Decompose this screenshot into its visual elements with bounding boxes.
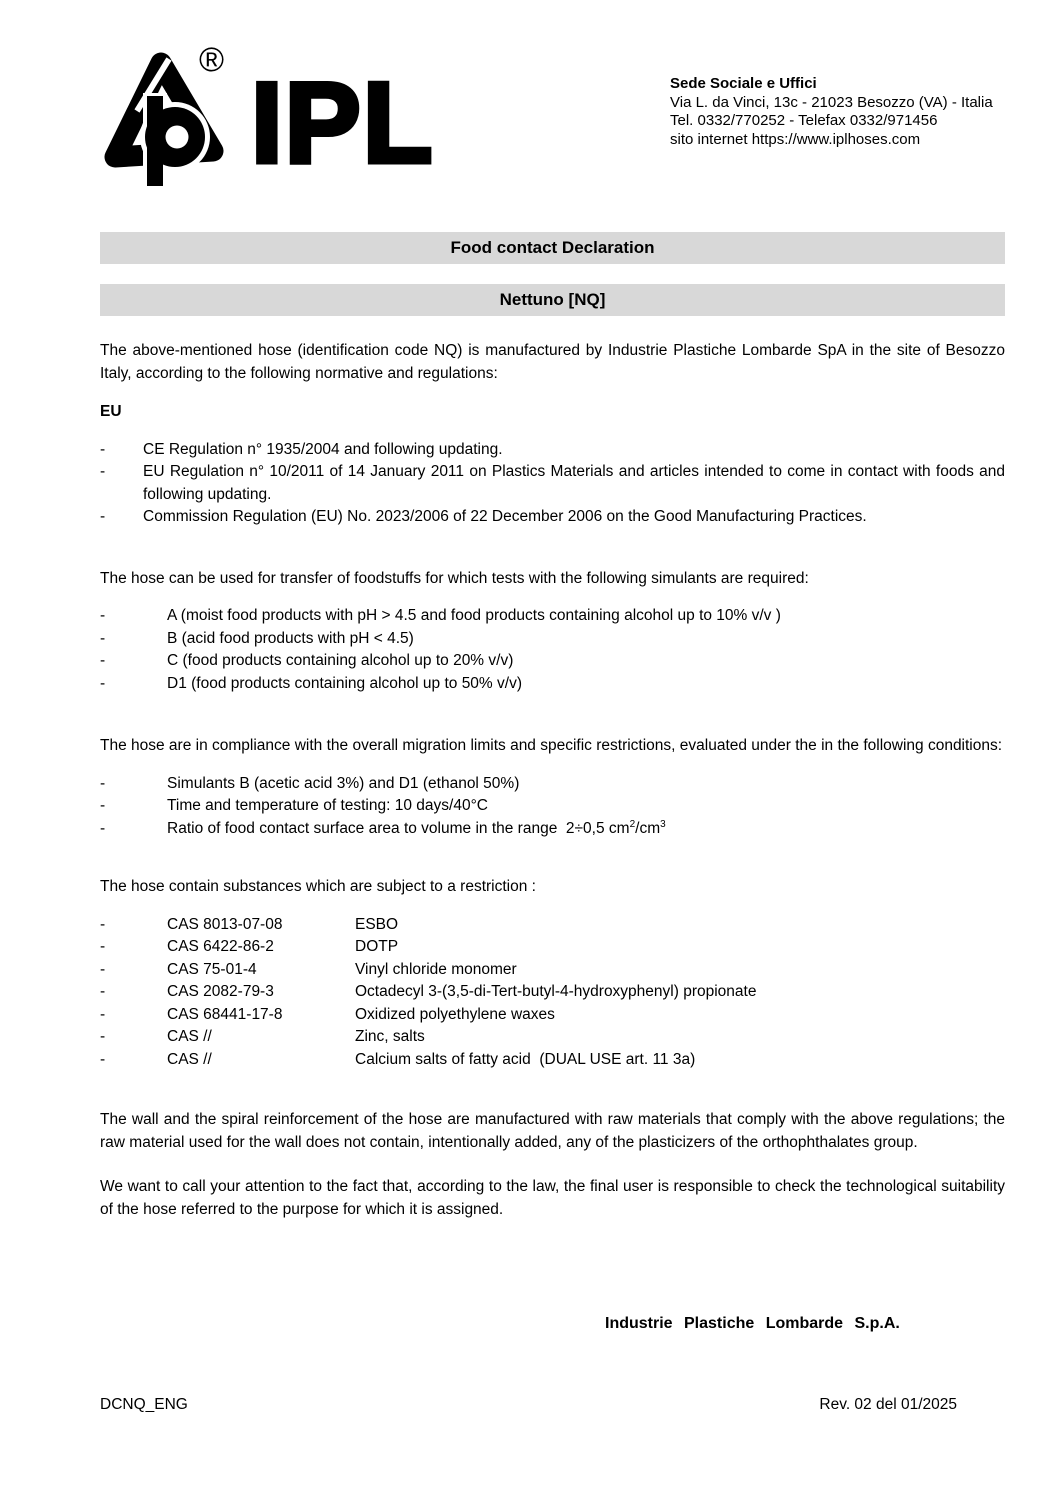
bullet-dash: - (100, 797, 106, 814)
document-footer (100, 1396, 1005, 1414)
substance-name: ESBO (355, 915, 399, 933)
intro-paragraph: The above-mentioned hose (identification code NQ) is manufactured by Industrie Plastiche Lombarde SpA in the site of Besozzo Italy, according to the following normative and regulations: (100, 342, 1005, 382)
document-title: Food contact Declaration (450, 238, 655, 257)
document-title-bar (100, 232, 1005, 264)
bullet-dash: - (100, 607, 106, 624)
bullet-dash: - (100, 1028, 106, 1045)
bullet-dash: - (100, 463, 106, 480)
cas-row (100, 981, 1005, 1004)
bullet-dash: - (100, 1050, 106, 1068)
list-item: - EU Regulation n° 10/2011 of 14 January 2011 on Plastics Materials and articles intended to come in contact with foods and following updating. (100, 463, 1005, 503)
list-item: - B (acid food products with pH < 4.5) (100, 628, 1005, 651)
address-phone: Tel. 0332/770252 - Telefax 0332/971456 (670, 112, 938, 129)
address-street: Via L. da Vinci, 13c - 21023 Besozzo (VA) - Italia (670, 93, 993, 111)
cas-number: CAS 75-01-4 (167, 960, 257, 978)
cas-row (100, 914, 1005, 937)
list-item: - CE Regulation n° 1935/2004 and following updating. (100, 439, 1005, 462)
list-item: - Commission Regulation (EU) No. 2023/2006 of 22 December 2006 on the Good Manufacturing Practices. (100, 506, 1005, 529)
cas-number: CAS // (167, 1028, 212, 1045)
cas-number: CAS 6422-86-2 (167, 938, 274, 955)
bullet-dash: - (100, 652, 106, 669)
list-item: - Ratio of food contact surface area to volume in the range 2÷0,5 $cm^2/cm^3$ (100, 818, 1005, 841)
substance-name: Vinyl chloride monomer (355, 960, 517, 978)
address-title: Sede Sociale e Uffici (670, 75, 817, 92)
bullet-dash: - (100, 915, 106, 933)
superscript: 3 (660, 818, 666, 830)
bullet-dash: - (100, 983, 106, 1000)
company-signature: Industrie Plastiche Lombarde S.p.A. (605, 1315, 900, 1332)
cas-row (100, 1049, 1005, 1072)
compliance-intro: The hose are in compliance with the overall migration limits and specific restrictions, evaluated under the in the following conditions: (100, 737, 1003, 754)
registered-trademark-icon: ® (199, 41, 225, 79)
cas-substances-list (100, 914, 1005, 1072)
revision-label: Rev. 02 del 01/2025 (819, 1396, 957, 1413)
cas-number: CAS // (167, 1050, 212, 1068)
substance-name: Oxidized polyethylene waxes (355, 1005, 555, 1023)
simulants-list (100, 605, 1005, 695)
eu-section-label: EU (100, 403, 122, 420)
list-item: - A (moist food products with pH > 4.5 and food products containing alcohol up to 10% v/v ) (100, 605, 1005, 628)
cas-number: CAS 2082-79-3 (167, 983, 274, 1000)
closing-paragraph-2: We want to call your attention to the fact that, according to the law, the final user is responsible to check the technological suitability of the hose referred to the purpose for which it is assigned. (100, 1178, 1005, 1218)
list-item: - Simulants B (acetic acid 3%) and D1 (ethanol 50%) (100, 773, 1005, 796)
product-title-bar (100, 284, 1005, 316)
substance-name: Octadecyl 3-(3,5-di-Tert-butyl-4-hydroxyphenyl) propionate (355, 983, 757, 1000)
substance-name: Zinc, salts (355, 1028, 425, 1045)
cas-row (100, 936, 1005, 959)
bullet-dash: - (100, 508, 106, 525)
cas-number: CAS 68441-17-8 (167, 1005, 283, 1023)
document-header (100, 41, 1005, 193)
restrictions-intro: The hose contain substances which are subject to a restriction : (100, 878, 536, 895)
bullet-dash: - (100, 938, 106, 955)
superscript: 2 (629, 818, 636, 830)
ratio-text: Ratio of food contact surface area to volume in the range 2÷0,5 cm (167, 819, 630, 837)
document-code: DCNQ_ENG (100, 1396, 188, 1413)
cas-row (100, 1026, 1005, 1049)
document-body (100, 340, 1005, 1336)
cas-row (100, 959, 1005, 982)
list-item: - C (food products containing alcohol up to 20% v/v) (100, 650, 1005, 673)
bullet-dash: - (100, 1005, 106, 1023)
eu-regulations-list (100, 439, 1005, 529)
substance-name: Calcium salts of fatty acid (DUAL USE art. 11 3a) (355, 1050, 696, 1068)
logo-wordmark: IPL (251, 60, 435, 187)
product-title: Nettuno [NQ] (499, 290, 606, 309)
bullet-dash: - (100, 819, 106, 837)
list-item: - Time and temperature of testing: 10 days/40°C (100, 795, 1005, 818)
bullet-dash: - (100, 674, 106, 692)
bullet-dash: - (100, 440, 106, 458)
bullet-dash: - (100, 629, 106, 647)
list-item: - D1 (food products containing alcohol up to 50% v/v) (100, 673, 1005, 696)
address-website: sito internet https://www.iplhoses.com (670, 130, 921, 148)
simulants-intro: The hose can be used for transfer of foodstuffs for which tests with the following simulants are required: (100, 569, 809, 587)
cas-number: CAS 8013-07-08 (167, 915, 283, 933)
company-address-block (670, 75, 993, 149)
substance-name: DOTP (355, 938, 399, 955)
bullet-dash: - (100, 774, 106, 792)
closing-paragraph-1: The wall and the spiral reinforcement of the hose are manufactured with raw materials that comply with the above regulations; the raw material used for the wall does not contain, intentionally added, any of the plasticizers of the orthophthalates group. (100, 1111, 1005, 1151)
conditions-list (100, 773, 1005, 841)
cas-row (100, 1004, 1005, 1027)
bullet-dash: - (100, 960, 106, 978)
